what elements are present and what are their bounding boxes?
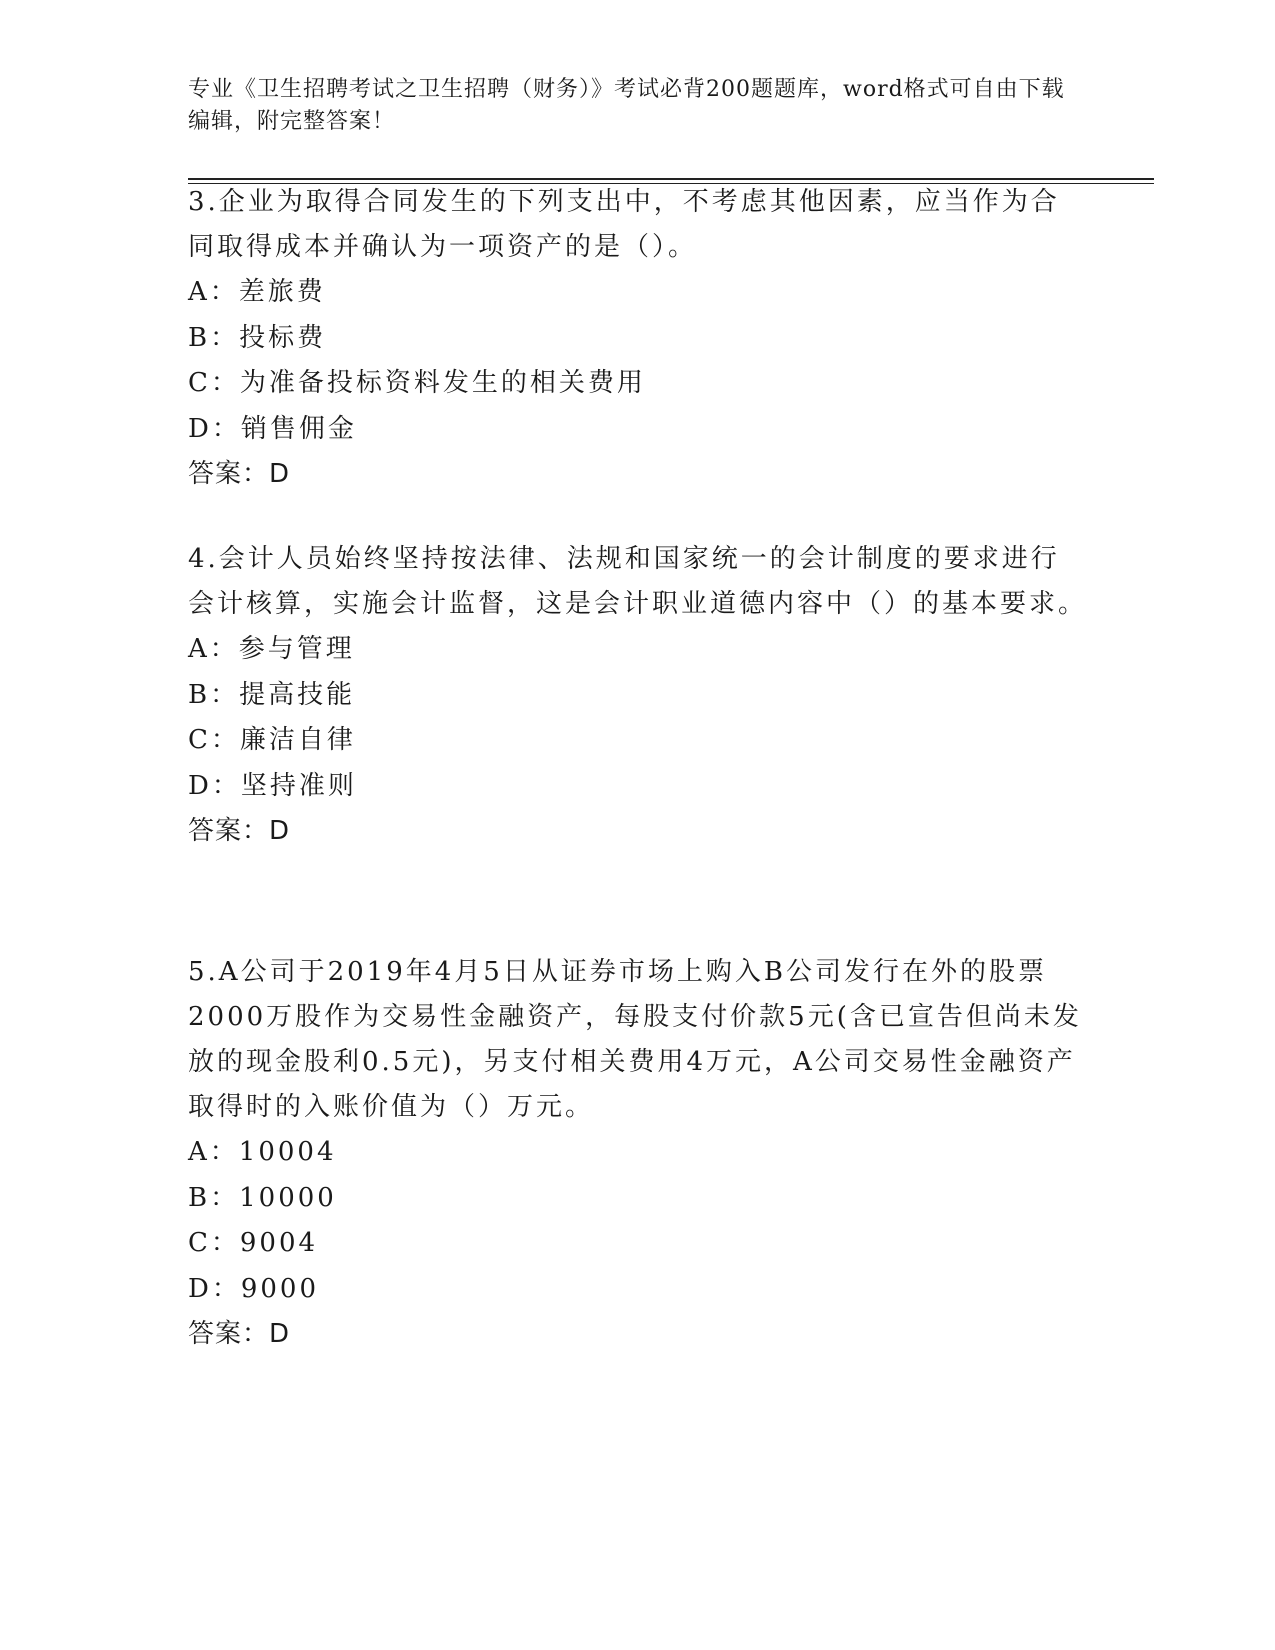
option-c: C：9004 xyxy=(188,1228,319,1258)
option-c: C：廉洁自律 xyxy=(188,725,356,755)
answer: 答案：D xyxy=(188,459,291,489)
question-text: 3.企业为取得合同发生的下列支出中，不考虑其他因素，应当作为合同取得成本并确认为一项资产的是（）。 xyxy=(188,187,1060,262)
answer: 答案：D xyxy=(188,816,291,846)
question-5 xyxy=(188,950,1088,1357)
question-text: 5.A公司于2019年4月5日从证券市场上购入B公司发行在外的股票2000万股作为交易性金融资产，每股支付价款5元(含已宣告但尚未发放的现金股利0.5元)，另支付相关费用4万元，A公司交易性金融资产取得时的入账价值为（）万元。 xyxy=(188,957,1082,1122)
option-a: A：10004 xyxy=(188,1137,337,1167)
option-a: A：参与管理 xyxy=(188,634,355,664)
option-b: B：提高技能 xyxy=(188,679,356,710)
document-header: 专业《卫生招聘考试之卫生招聘（财务）》考试必背200题题库，word格式可自由下载编辑，附完整答案！ xyxy=(188,77,1065,134)
option-b: B：投标费 xyxy=(188,322,327,353)
option-d: D：坚持准则 xyxy=(188,770,357,801)
answer: 答案：D xyxy=(188,1319,291,1349)
option-a: A：差旅费 xyxy=(188,277,326,307)
option-d: D：销售佣金 xyxy=(188,413,357,444)
question-4 xyxy=(188,537,1088,854)
option-c: C：为准备投标资料发生的相关费用 xyxy=(188,368,646,398)
question-3 xyxy=(188,180,1088,497)
option-b: B：10000 xyxy=(188,1182,337,1213)
question-text: 4.会计人员始终坚持按法律、法规和国家统一的会计制度的要求进行会计核算，实施会计监督，这是会计职业道德内容中（）的基本要求。 xyxy=(188,544,1088,619)
option-d: D：9000 xyxy=(188,1273,320,1304)
